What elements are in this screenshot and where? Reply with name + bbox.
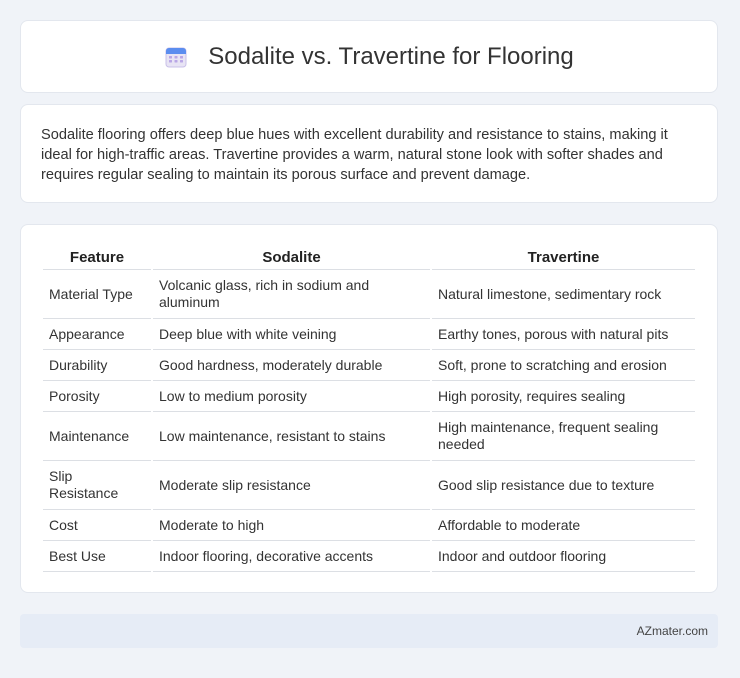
sodalite-cell: Moderate to high bbox=[153, 510, 430, 541]
sodalite-cell: Deep blue with white veining bbox=[153, 319, 430, 350]
travertine-cell: Earthy tones, porous with natural pits bbox=[432, 319, 695, 350]
sodalite-cell: Moderate slip resistance bbox=[153, 461, 430, 510]
table-row bbox=[43, 541, 695, 572]
feature-cell: Maintenance bbox=[43, 412, 151, 461]
travertine-cell: Soft, prone to scratching and erosion bbox=[432, 350, 695, 381]
feature-cell: Appearance bbox=[43, 319, 151, 350]
table-row bbox=[43, 461, 695, 510]
travertine-cell: Indoor and outdoor flooring bbox=[432, 541, 695, 572]
comparison-card bbox=[20, 224, 718, 593]
comparison-table bbox=[41, 245, 697, 572]
table-row bbox=[43, 350, 695, 381]
sodalite-cell: Indoor flooring, decorative accents bbox=[153, 541, 430, 572]
footer-bar bbox=[20, 614, 718, 648]
feature-cell: Porosity bbox=[43, 381, 151, 412]
intro-card bbox=[20, 104, 718, 203]
table-row bbox=[43, 412, 695, 461]
travertine-cell: Natural limestone, sedimentary rock bbox=[432, 270, 695, 319]
travertine-cell: High porosity, requires sealing bbox=[432, 381, 695, 412]
travertine-cell: Good slip resistance due to texture bbox=[432, 461, 695, 510]
feature-cell: Slip Resistance bbox=[43, 461, 151, 510]
feature-cell: Durability bbox=[43, 350, 151, 381]
column-header-travertine: Travertine bbox=[432, 245, 695, 270]
feature-cell: Best Use bbox=[43, 541, 151, 572]
feature-cell: Material Type bbox=[43, 270, 151, 319]
intro-text: Sodalite flooring offers deep blue hues with excellent durability and resistance to stains, making it ideal for high-traffic areas. Travertine provides a warm, natural stone look with softer shades and requires regular sealing to maintain its porous surface and prevent damage. bbox=[41, 127, 668, 183]
table-header-row bbox=[43, 245, 695, 270]
table-row bbox=[43, 381, 695, 412]
table-row bbox=[43, 270, 695, 319]
table-row bbox=[43, 510, 695, 541]
sodalite-cell: Low maintenance, resistant to stains bbox=[153, 412, 430, 461]
calendar-icon bbox=[164, 45, 188, 69]
page-title: Sodalite vs. Travertine for Flooring bbox=[208, 42, 574, 70]
sodalite-cell: Volcanic glass, rich in sodium and aluminum bbox=[153, 270, 430, 319]
column-header-sodalite: Sodalite bbox=[153, 245, 430, 270]
column-header-feature: Feature bbox=[43, 245, 151, 270]
footer-brand: AZmater.com bbox=[636, 624, 708, 638]
title-card bbox=[20, 20, 718, 93]
table-row bbox=[43, 319, 695, 350]
sodalite-cell: Good hardness, moderately durable bbox=[153, 350, 430, 381]
sodalite-cell: Low to medium porosity bbox=[153, 381, 430, 412]
travertine-cell: High maintenance, frequent sealing needed bbox=[432, 412, 695, 461]
feature-cell: Cost bbox=[43, 510, 151, 541]
travertine-cell: Affordable to moderate bbox=[432, 510, 695, 541]
